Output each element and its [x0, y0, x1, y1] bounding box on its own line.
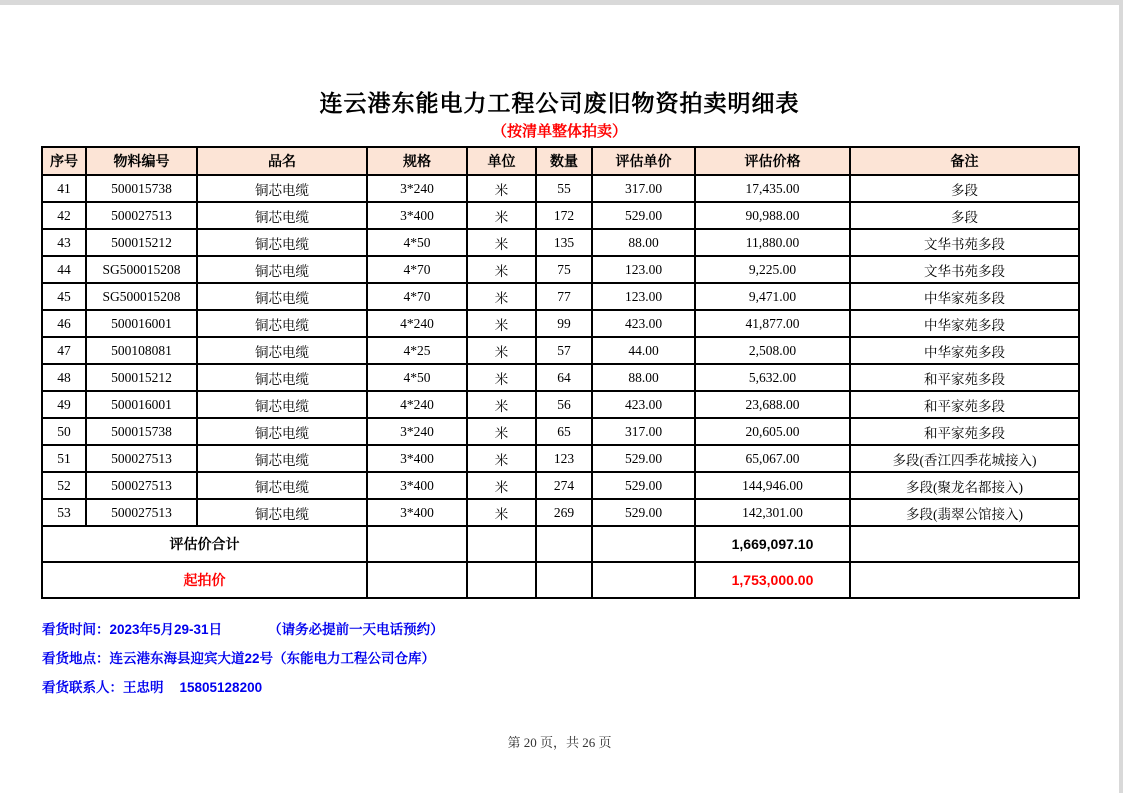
table-cell: 123.00: [592, 256, 695, 283]
table-cell: 65: [536, 418, 592, 445]
table-cell: 2,508.00: [695, 337, 850, 364]
table-cell: 57: [536, 337, 592, 364]
table-row: [42, 337, 1079, 364]
table-cell: 米: [467, 472, 536, 499]
table-cell: 44: [42, 256, 86, 283]
table-cell: 123: [536, 445, 592, 472]
table-cell: 529.00: [592, 202, 695, 229]
empty-cell: [536, 526, 592, 562]
table-cell: 51: [42, 445, 86, 472]
table-row: [42, 364, 1079, 391]
viewing-contact-phone: 15805128200: [179, 680, 263, 695]
viewing-time-note: （请务必提前一天电话预约）: [268, 622, 444, 637]
table-cell: 米: [467, 364, 536, 391]
table-body: [42, 175, 1079, 526]
table-cell: 46: [42, 310, 86, 337]
table-cell: SG500015208: [86, 256, 197, 283]
table-cell: 铜芯电缆: [197, 202, 367, 229]
table-cell: 500027513: [86, 202, 197, 229]
table-cell: 500016001: [86, 391, 197, 418]
table-cell: 135: [536, 229, 592, 256]
table-cell: 500027513: [86, 499, 197, 526]
table-cell: 铜芯电缆: [197, 310, 367, 337]
table-row: [42, 310, 1079, 337]
table-row: [42, 418, 1079, 445]
table-cell: 529.00: [592, 472, 695, 499]
table-cell: 3*400: [367, 202, 467, 229]
table-cell: 4*240: [367, 391, 467, 418]
table-row: [42, 472, 1079, 499]
table-cell: 4*50: [367, 364, 467, 391]
table-cell: 529.00: [592, 445, 695, 472]
table-cell: 55: [536, 175, 592, 202]
viewing-contact-line: [42, 673, 444, 702]
table-cell: 多段(香江四季花城接入): [850, 445, 1079, 472]
table-cell: 3*400: [367, 499, 467, 526]
table-cell: 423.00: [592, 310, 695, 337]
header-cell-3: 规格: [367, 147, 467, 175]
table-cell: 文华书苑多段: [850, 229, 1079, 256]
header-cell-8: 备注: [850, 147, 1079, 175]
table-cell: 41: [42, 175, 86, 202]
table-cell: 4*50: [367, 229, 467, 256]
table-cell: 4*70: [367, 283, 467, 310]
table-cell: 中华家苑多段: [850, 310, 1079, 337]
table-cell: 500027513: [86, 472, 197, 499]
table-cell: 文华书苑多段: [850, 256, 1079, 283]
table-cell: 45: [42, 283, 86, 310]
table-cell: 中华家苑多段: [850, 283, 1079, 310]
table-cell: 米: [467, 418, 536, 445]
table-cell: 铜芯电缆: [197, 229, 367, 256]
table-cell: 500108081: [86, 337, 197, 364]
table-cell: 和平家苑多段: [850, 418, 1079, 445]
table-cell: 50: [42, 418, 86, 445]
viewing-time-label: 看货时间：2023年5月29-31日: [42, 622, 223, 637]
table-cell: 多段: [850, 202, 1079, 229]
total-label: 评估价合计: [42, 526, 367, 562]
table-cell: 44.00: [592, 337, 695, 364]
table-cell: 4*70: [367, 256, 467, 283]
header-cell-4: 单位: [467, 147, 536, 175]
table-cell: 铜芯电缆: [197, 472, 367, 499]
table-cell: 3*240: [367, 418, 467, 445]
table-cell: 500015212: [86, 364, 197, 391]
table-header-row: [42, 147, 1079, 175]
table-cell: 铜芯电缆: [197, 364, 367, 391]
table-cell: 3*240: [367, 175, 467, 202]
table-cell: 铜芯电缆: [197, 256, 367, 283]
header-cell-2: 品名: [197, 147, 367, 175]
total-row: [42, 526, 1079, 562]
table-cell: 和平家苑多段: [850, 364, 1079, 391]
table-cell: 9,471.00: [695, 283, 850, 310]
table-cell: 17,435.00: [695, 175, 850, 202]
table-cell: 米: [467, 283, 536, 310]
table-cell: 49: [42, 391, 86, 418]
table-cell: 500027513: [86, 445, 197, 472]
header-cell-6: 评估单价: [592, 147, 695, 175]
table-row: [42, 499, 1079, 526]
table-cell: 铜芯电缆: [197, 418, 367, 445]
table-cell: 47: [42, 337, 86, 364]
table-cell: 铜芯电缆: [197, 391, 367, 418]
table-cell: 多段(聚龙名都接入): [850, 472, 1079, 499]
table-cell: 11,880.00: [695, 229, 850, 256]
header-cell-7: 评估价格: [695, 147, 850, 175]
table-cell: 米: [467, 202, 536, 229]
table-cell: 米: [467, 229, 536, 256]
table-cell: 米: [467, 391, 536, 418]
table-row: [42, 391, 1079, 418]
table-row: [42, 175, 1079, 202]
empty-cell: [367, 562, 467, 598]
table-cell: 4*25: [367, 337, 467, 364]
header-cell-1: 物料编号: [86, 147, 197, 175]
table-cell: 90,988.00: [695, 202, 850, 229]
starting-price-value: 1,753,000.00: [695, 562, 850, 598]
empty-cell: [536, 562, 592, 598]
table-cell: 77: [536, 283, 592, 310]
table-cell: 多段(翡翠公馆接入): [850, 499, 1079, 526]
starting-price-label: 起拍价: [42, 562, 367, 598]
empty-cell: [850, 562, 1079, 598]
table-cell: 500015738: [86, 175, 197, 202]
table-cell: 3*400: [367, 445, 467, 472]
table-cell: 56: [536, 391, 592, 418]
viewing-location-line: 看货地点：连云港东海县迎宾大道22号（东能电力工程公司仓库）: [42, 651, 436, 666]
table-cell: 88.00: [592, 229, 695, 256]
table-cell: 铜芯电缆: [197, 499, 367, 526]
header-cell-5: 数量: [536, 147, 592, 175]
table-cell: 铜芯电缆: [197, 337, 367, 364]
table-cell: 99: [536, 310, 592, 337]
table-row: [42, 445, 1079, 472]
table-cell: 500016001: [86, 310, 197, 337]
empty-cell: [592, 526, 695, 562]
table-cell: 41,877.00: [695, 310, 850, 337]
table-cell: 423.00: [592, 391, 695, 418]
table-row: [42, 256, 1079, 283]
table-cell: 铜芯电缆: [197, 445, 367, 472]
table-cell: 4*240: [367, 310, 467, 337]
table-cell: 9,225.00: [695, 256, 850, 283]
starting-price-row: [42, 562, 1079, 598]
table-row: [42, 202, 1079, 229]
empty-cell: [850, 526, 1079, 562]
table-cell: 144,946.00: [695, 472, 850, 499]
empty-cell: [467, 526, 536, 562]
table-cell: 274: [536, 472, 592, 499]
page-subtitle: （按清单整体拍卖）: [491, 123, 627, 140]
table-cell: 529.00: [592, 499, 695, 526]
empty-cell: [467, 562, 536, 598]
header-cell-0: 序号: [42, 147, 86, 175]
table-cell: 43: [42, 229, 86, 256]
auction-table: [41, 146, 1080, 599]
table-cell: 中华家苑多段: [850, 337, 1079, 364]
table-cell: 米: [467, 445, 536, 472]
table-cell: SG500015208: [86, 283, 197, 310]
table-cell: 52: [42, 472, 86, 499]
table-cell: 269: [536, 499, 592, 526]
table-cell: 317.00: [592, 175, 695, 202]
table-cell: 142,301.00: [695, 499, 850, 526]
table-cell: 米: [467, 175, 536, 202]
table-cell: 123.00: [592, 283, 695, 310]
table-cell: 64: [536, 364, 592, 391]
table-row: [42, 283, 1079, 310]
page-number: 第 20 页，共 26 页: [507, 735, 612, 750]
table-cell: 500015212: [86, 229, 197, 256]
table-cell: 23,688.00: [695, 391, 850, 418]
total-value: 1,669,097.10: [695, 526, 850, 562]
table-cell: 和平家苑多段: [850, 391, 1079, 418]
viewing-time-line: [42, 615, 444, 644]
table-cell: 米: [467, 499, 536, 526]
table-cell: 42: [42, 202, 86, 229]
table-cell: 米: [467, 337, 536, 364]
table-row: [42, 229, 1079, 256]
table-cell: 88.00: [592, 364, 695, 391]
viewing-notes: [42, 615, 444, 702]
table-cell: 65,067.00: [695, 445, 850, 472]
page-title: 连云港东能电力工程公司废旧物资拍卖明细表: [319, 90, 800, 116]
table-cell: 500015738: [86, 418, 197, 445]
table-cell: 48: [42, 364, 86, 391]
viewing-contact-name: 看货联系人：王忠明: [42, 680, 164, 695]
table-cell: 20,605.00: [695, 418, 850, 445]
table-cell: 3*400: [367, 472, 467, 499]
table-cell: 铜芯电缆: [197, 283, 367, 310]
table-cell: 53: [42, 499, 86, 526]
table-cell: 米: [467, 310, 536, 337]
table-cell: 75: [536, 256, 592, 283]
table-cell: 317.00: [592, 418, 695, 445]
table-cell: 5,632.00: [695, 364, 850, 391]
table-cell: 铜芯电缆: [197, 175, 367, 202]
empty-cell: [367, 526, 467, 562]
empty-cell: [592, 562, 695, 598]
table-cell: 多段: [850, 175, 1079, 202]
table-cell: 172: [536, 202, 592, 229]
table-cell: 米: [467, 256, 536, 283]
